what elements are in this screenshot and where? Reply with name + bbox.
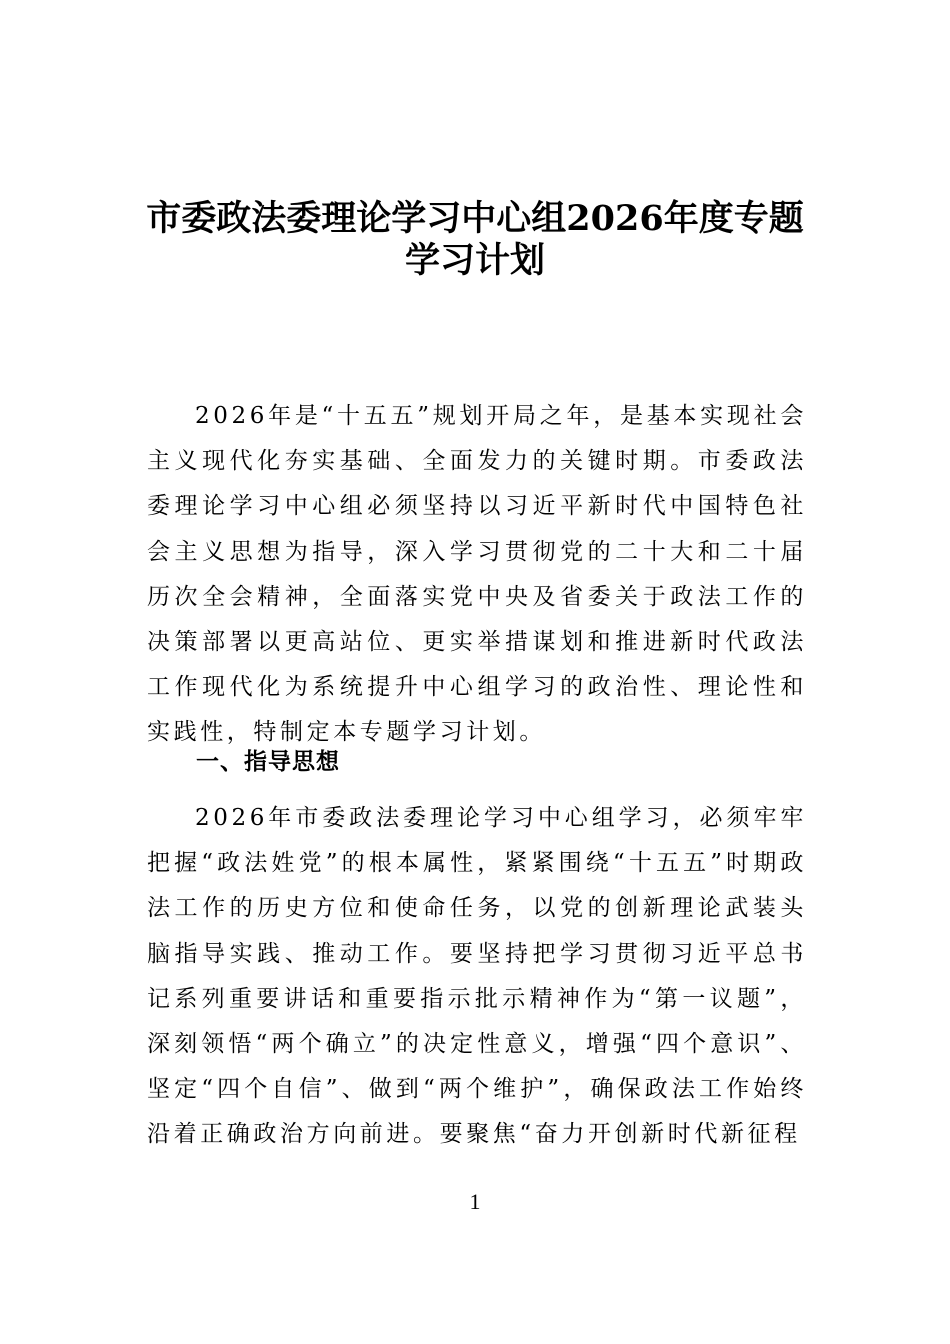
page-number: 1 <box>469 1189 481 1214</box>
intro-paragraph: 2026年是“十五五”规划开局之年，是基本实现社会主义现代化夯实基础、全面发力的关键时期。市委政法委理论学习中心组必须坚持以习近平新时代中国特色社会主义思想为指导，深入学习贯彻党的二十大和二十届历次全会精神，全面落实党中央及省委关于政法工作的决策部署以更高站位、更实举措谋划和推进新时代政法工作现代化为系统提升中心组学习的政治性、理论性和实践性，特制定本专题学习计划。 <box>147 403 807 746</box>
document-title-line-2: 学习计划 <box>404 240 545 281</box>
section-heading-guiding-ideology: 一、指导思想 <box>196 749 340 775</box>
guiding-ideology-paragraph: 2026年市委政法委理论学习中心组学习，必须牢牢把握“政法姓党”的根本属性，紧紧围绕“十五五”时期政法工作的历史方位和使命任务，以党的创新理论武装头脑指导实践、推动工作。要坚持把学习贯彻习近平总书记系列重要讲话和重要指示批示精神作为“第一议题”，深刻领悟“两个确立”的决定性意义，增强“四个意识”、坚定“四个自信”、做到“两个维护”，确保政法工作始终沿着正确政治方向前进。要聚焦“奋力开创新时代新征程 <box>147 805 807 1148</box>
document-title-line-1: 市委政法委理论学习中心组2026年度专题 <box>146 198 804 239</box>
